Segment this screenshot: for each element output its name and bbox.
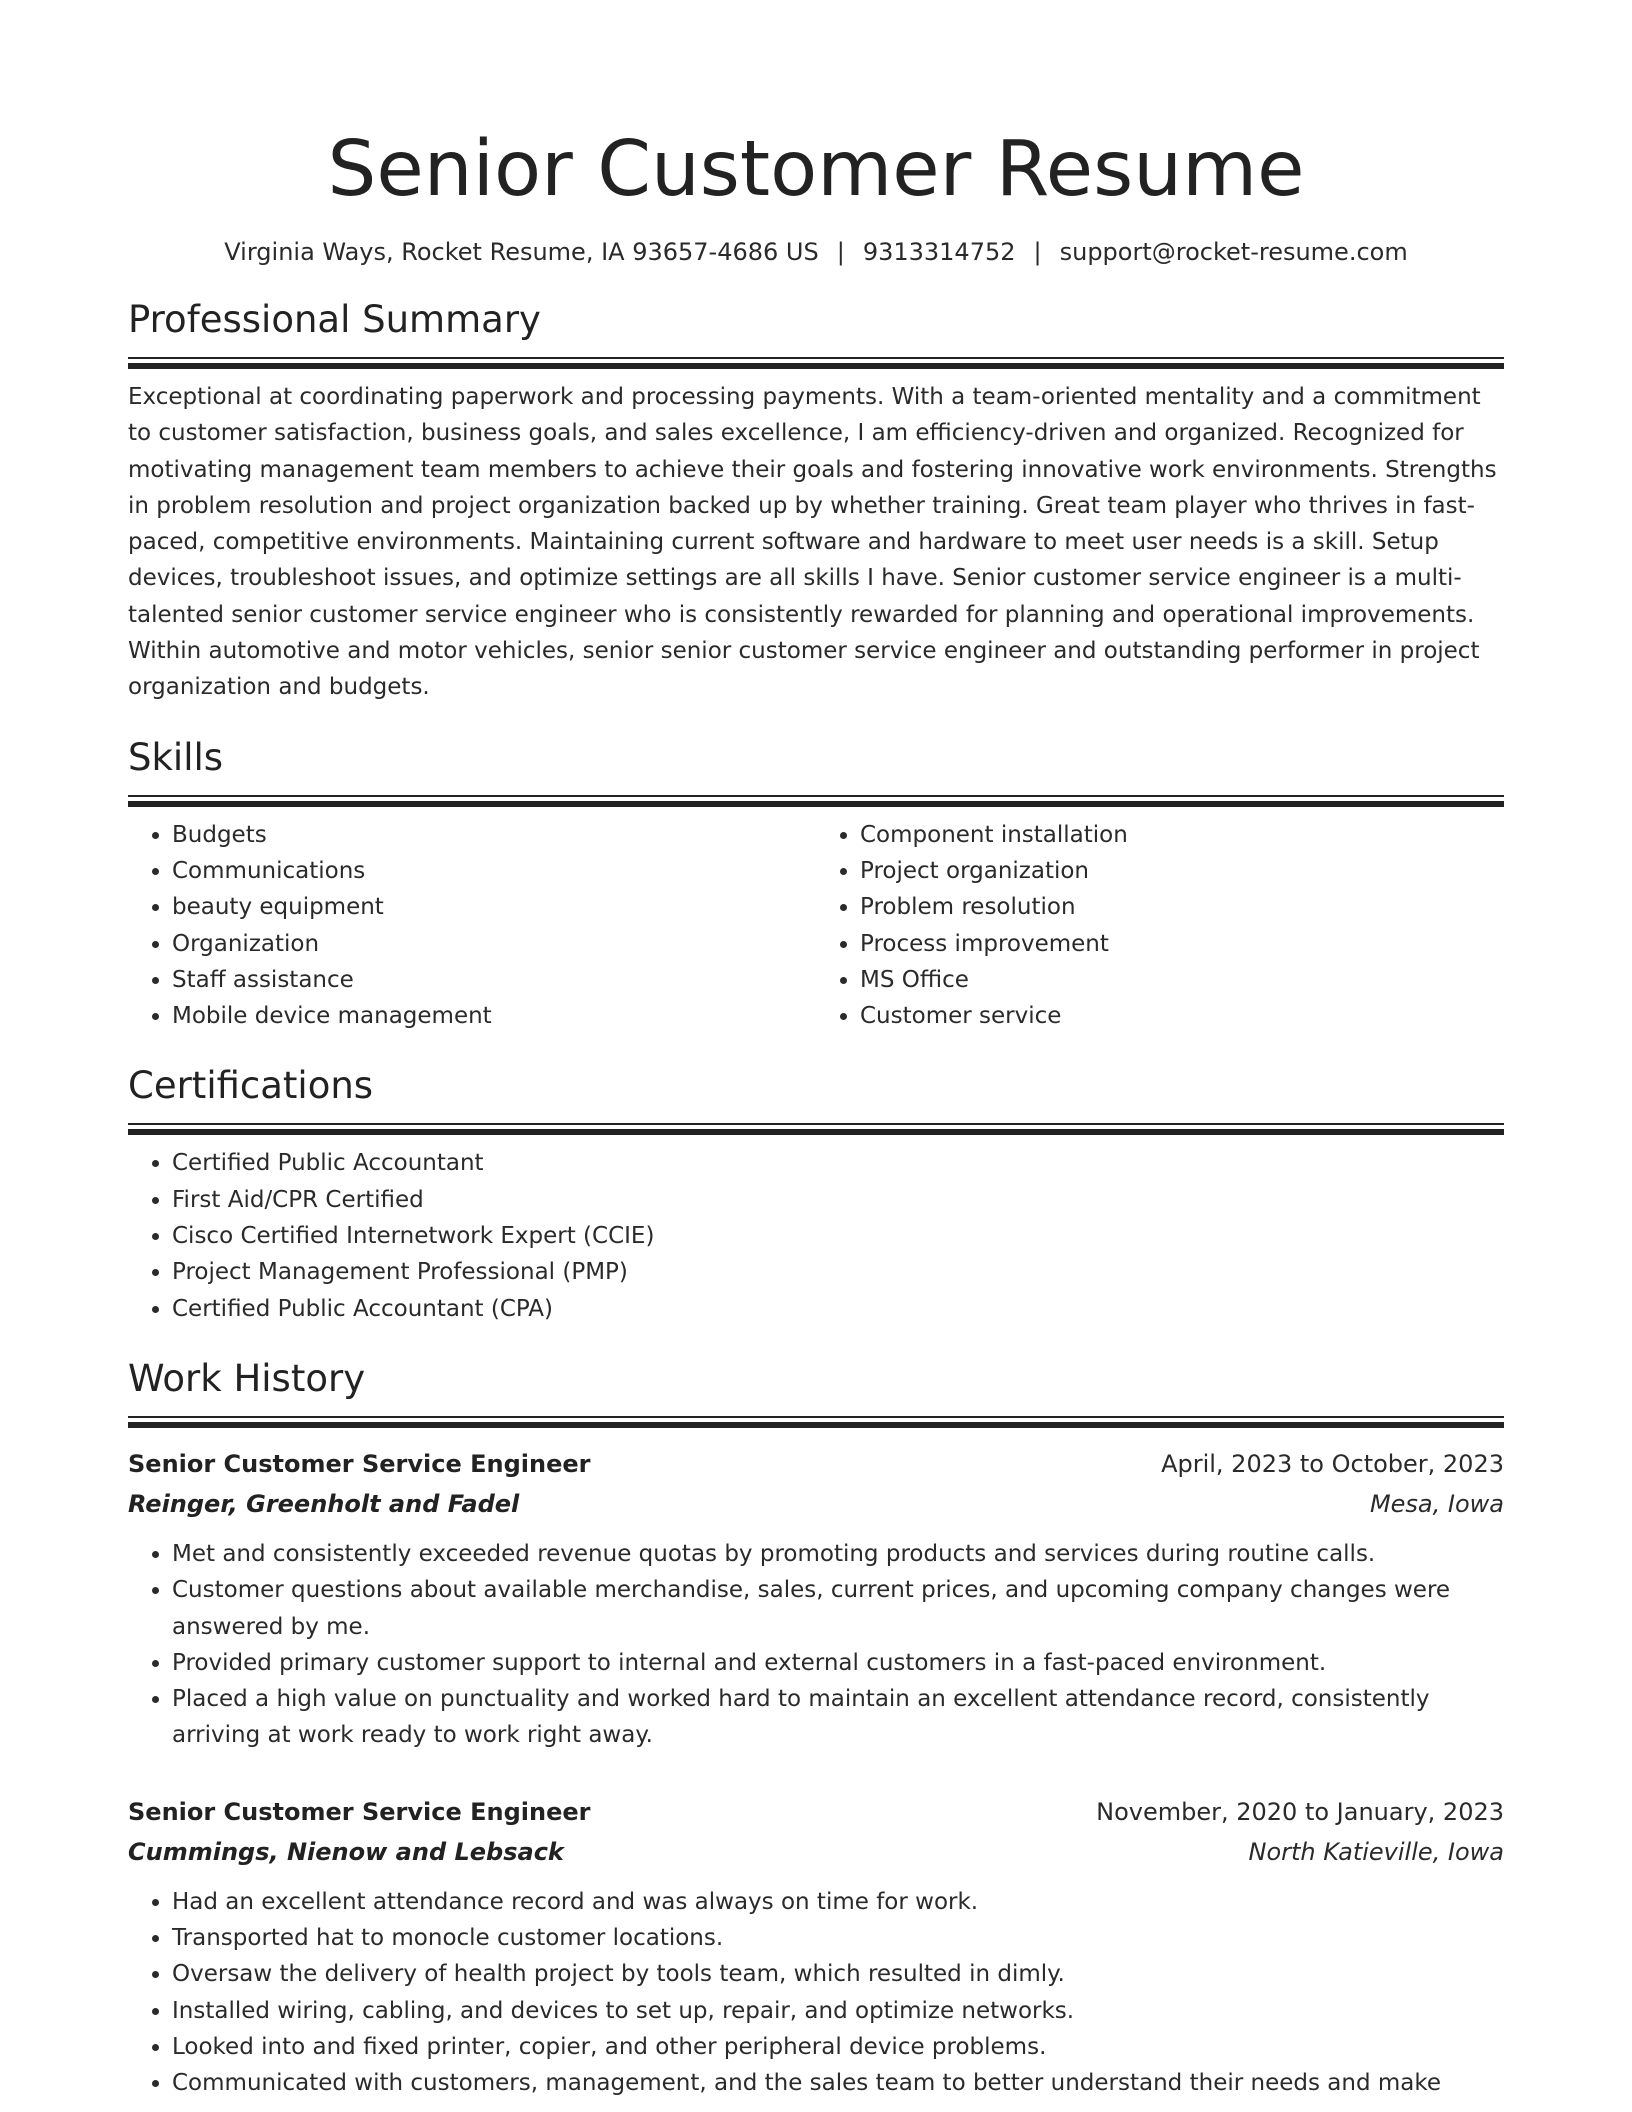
skill-item: • Process improvement [860, 926, 1504, 962]
certification-item: • First Aid/CPR Certified [172, 1182, 1504, 1218]
section-divider [128, 1123, 1504, 1135]
skill-item: • Component installation [860, 817, 1504, 853]
section-title-summary: Professional Summary [128, 298, 541, 341]
job-header [128, 1792, 1504, 1832]
job-title: Senior Customer Service Engineer [128, 1797, 591, 1826]
certification-item: • Certified Public Accountant [172, 1145, 1504, 1181]
job-subheader [128, 1484, 1504, 1524]
job-bullet: • Communicated with customers, management, and the sales team to better understand their needs and make [172, 2065, 1504, 2101]
skill-item: • Budgets [172, 817, 816, 853]
job-bullet: • Placed a high value on punctuality and worked hard to maintain an excellent attendance record, consistently arriving at work ready to work right away. [172, 1681, 1504, 1754]
skills-grid [128, 817, 1504, 1035]
skills-list-left [128, 817, 816, 1035]
job-subheader [128, 1832, 1504, 1872]
job-bullet: • Provided primary customer support to internal and external customers in a fast-paced environment. [172, 1645, 1504, 1681]
certification-item: • Project Management Professional (PMP) [172, 1254, 1504, 1290]
section-divider [128, 357, 1504, 369]
job-entry [128, 1792, 1504, 2102]
phone: 9313314752 [862, 238, 1016, 266]
job-title: Senior Customer Service Engineer [128, 1449, 591, 1478]
job-location: Mesa, Iowa [1369, 1489, 1504, 1518]
job-entry [128, 1444, 1504, 1754]
job-dates: April, 2023 to October, 2023 [1161, 1449, 1504, 1478]
contact-separator: | [836, 238, 845, 266]
certifications-section [128, 1060, 1504, 1326]
skill-item: • Customer service [860, 998, 1504, 1034]
skill-item: • MS Office [860, 962, 1504, 998]
job-bullets [128, 1884, 1504, 2102]
skill-item: • Communications [172, 853, 816, 889]
section-title-skills: Skills [128, 735, 224, 779]
summary-section [128, 294, 1504, 706]
skill-item: • beauty equipment [172, 889, 816, 925]
job-bullet: • Customer questions about available merchandise, sales, current prices, and upcoming company changes were answered by me. [172, 1572, 1504, 1645]
resume-page [128, 0, 1504, 2102]
address: Virginia Ways, Rocket Resume, IA 93657-4686 US [224, 238, 819, 266]
certification-item: • Certified Public Accountant (CPA) [172, 1291, 1504, 1327]
contact-line [128, 236, 1504, 268]
skills-section [128, 732, 1504, 1035]
skill-item: • Project organization [860, 853, 1504, 889]
skill-item: • Mobile device management [172, 998, 816, 1034]
resume-title: Senior Customer Resume [327, 125, 1305, 214]
job-bullet: • Transported hat to monocle customer locations. [172, 1920, 1504, 1956]
skill-item: • Staff assistance [172, 962, 816, 998]
contact-separator: | [1033, 238, 1042, 266]
skills-list-right [816, 817, 1504, 1035]
job-bullets [128, 1536, 1504, 1754]
work-history-section [128, 1353, 1504, 2102]
company-name: Reinger, Greenholt and Fadel [128, 1489, 520, 1518]
job-bullet: • Had an excellent attendance record and was always on time for work. [172, 1884, 1504, 1920]
job-bullet: • Met and consistently exceeded revenue quotas by promoting products and services during routine calls. [172, 1536, 1504, 1572]
job-location: North Katieville, Iowa [1248, 1837, 1504, 1866]
job-header [128, 1444, 1504, 1484]
email-link[interactable]: support@rocket-resume.com [1059, 238, 1408, 266]
skill-item: • Organization [172, 926, 816, 962]
section-divider [128, 795, 1504, 807]
section-title-work-history: Work History [128, 1356, 366, 1400]
section-divider [128, 1416, 1504, 1428]
section-title-certifications: Certifications [128, 1064, 374, 1108]
job-bullet: • Installed wiring, cabling, and devices to set up, repair, and optimize networks. [172, 1993, 1504, 2029]
job-dates: November, 2020 to January, 2023 [1096, 1797, 1504, 1826]
job-bullet: • Oversaw the delivery of health project by tools team, which resulted in dimly. [172, 1956, 1504, 1992]
certification-item: • Cisco Certified Internetwork Expert (CCIE) [172, 1218, 1504, 1254]
summary-text: Exceptional at coordinating paperwork and processing payments. With a team-oriented mentality and a commitment to customer satisfaction, business goals, and sales excellence, I am efficiency-driven and organized. Recognized for motivating management team members to achieve their goals and fostering innovative work environments. Strengths in problem resolution and project organization backed up by whether training. Great team player who thrives in fast-paced, competitive environments. Maintaining current software and hardware to meet user needs is a skill. Setup devices, troubleshoot issues, and optimize settings are all skills I have. Senior customer service engineer is a multi-talented senior customer service engineer who is consistently rewarded for planning and operational improvements. Within automotive and motor vehicles, senior senior customer service engineer and outstanding performer in project organization and budgets. [128, 384, 1497, 701]
job-bullet: • Looked into and fixed printer, copier, and other peripheral device problems. [172, 2029, 1504, 2065]
company-name: Cummings, Nienow and Lebsack [128, 1837, 564, 1866]
certifications-list [128, 1145, 1504, 1326]
skill-item: • Problem resolution [860, 889, 1504, 925]
